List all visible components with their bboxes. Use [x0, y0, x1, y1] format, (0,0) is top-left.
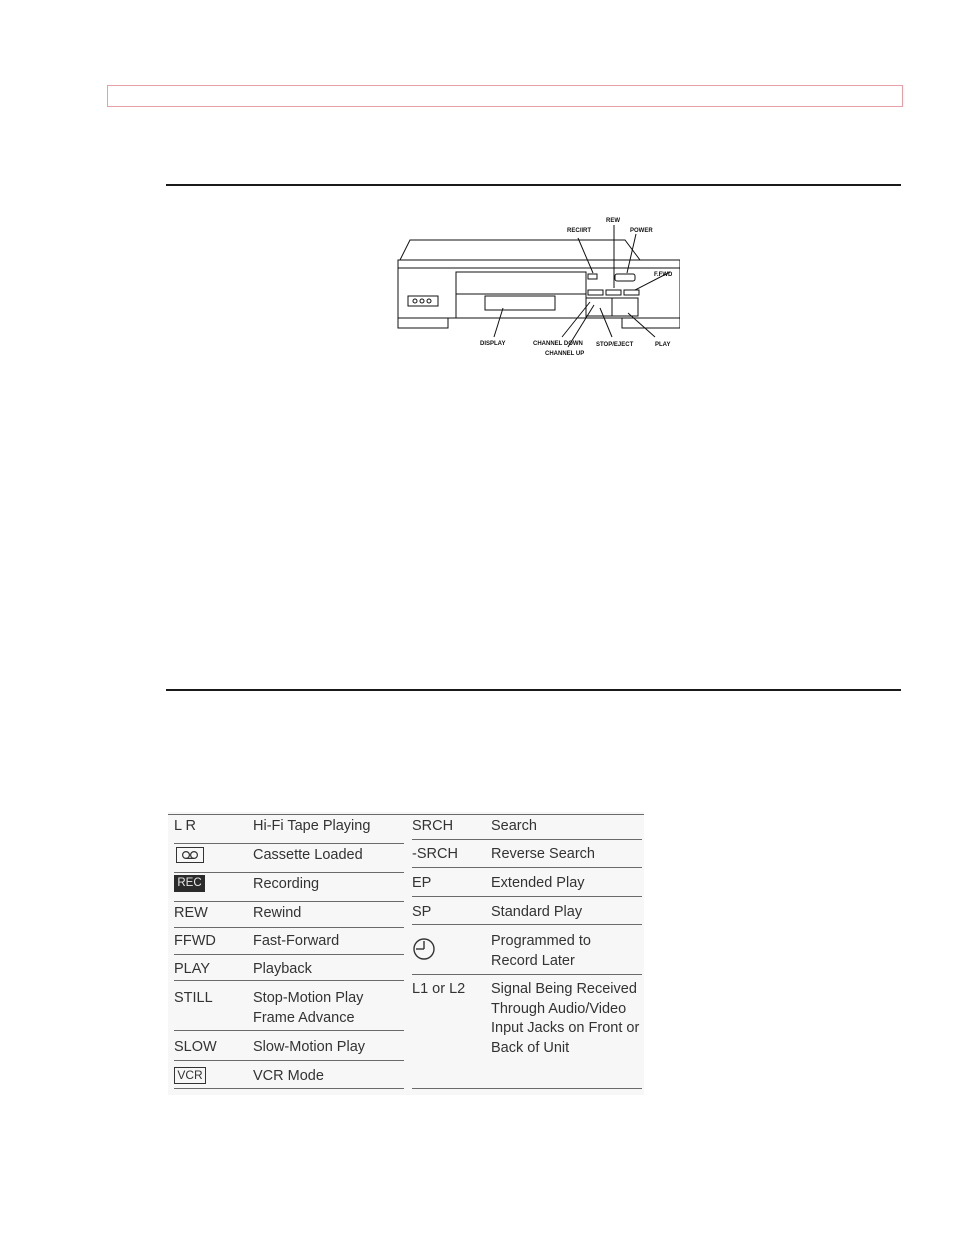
legend-code-ep: EP [412, 875, 432, 891]
table-rule [174, 1030, 404, 1031]
table-rule [412, 924, 642, 925]
legend-code-ffwd: FFWD [174, 933, 216, 949]
label-ffwd: F.FWD [654, 272, 673, 278]
label-power: POWER [630, 228, 653, 234]
display-legend-table [168, 812, 644, 1095]
table-rule [174, 927, 404, 928]
table-rule [174, 954, 404, 955]
legend-desc: Playback [253, 961, 312, 977]
legend-desc: VCR Mode [253, 1068, 324, 1084]
table-rule [412, 867, 642, 868]
legend-desc: Programmed to Record Later [491, 933, 591, 969]
header-bar [107, 85, 903, 107]
legend-desc: Cassette Loaded [253, 847, 363, 863]
section-rule-top [166, 184, 901, 186]
legend-desc: Hi-Fi Tape Playing [253, 818, 371, 834]
legend-desc: Slow-Motion Play [253, 1039, 366, 1055]
vcr-front-panel-diagram [390, 210, 680, 360]
legend-code-reverse-srch: -SRCH [412, 846, 458, 862]
label-display: DISPLAY [480, 341, 506, 347]
legend-desc: Signal Being Received Through Audio/Video Input Jacks on Front or Back of Unit [491, 981, 640, 1056]
label-rec-irt: REC/IRT [567, 228, 591, 234]
table-rule [174, 872, 404, 873]
table-rule [412, 1088, 642, 1089]
table-rule [168, 814, 644, 815]
label-play: PLAY [655, 342, 671, 348]
legend-desc: Recording [253, 876, 320, 892]
rec-indicator: REC [174, 875, 205, 892]
legend-code-slow: SLOW [174, 1039, 217, 1055]
section-rule-middle [166, 689, 901, 691]
table-rule [174, 980, 404, 981]
table-rule [412, 974, 642, 975]
legend-desc: Standard Play [491, 904, 583, 920]
table-rule [174, 901, 404, 902]
clock-icon [412, 937, 436, 961]
legend-code-lr: L R [174, 818, 197, 834]
legend-code-l1-l2: L1 or L2 [412, 981, 466, 997]
legend-code-still: STILL [174, 990, 213, 1006]
label-channel-down: CHANNEL DOWN [533, 341, 583, 347]
vcr-mode-indicator: VCR [174, 1067, 206, 1084]
legend-desc: Extended Play [491, 875, 585, 891]
cassette-icon [176, 847, 204, 863]
legend-desc: Stop-Motion Play Frame Advance [253, 990, 364, 1026]
table-rule [174, 1060, 404, 1061]
table-rule [412, 896, 642, 897]
legend-code-play: PLAY [174, 961, 211, 977]
legend-code-srch: SRCH [412, 818, 454, 834]
table-rule [412, 839, 642, 840]
legend-code-rew: REW [174, 905, 208, 921]
legend-desc: Search [491, 818, 537, 834]
table-rule [174, 843, 404, 844]
legend-desc: Rewind [253, 905, 302, 921]
legend-code-sp: SP [412, 904, 432, 920]
label-stop-eject: STOP/EJECT [596, 342, 634, 348]
label-rew: REW [606, 218, 620, 224]
legend-desc: Fast-Forward [253, 933, 340, 949]
label-channel-up: CHANNEL UP [545, 351, 585, 357]
legend-desc: Reverse Search [491, 846, 595, 862]
table-rule [174, 1088, 404, 1089]
